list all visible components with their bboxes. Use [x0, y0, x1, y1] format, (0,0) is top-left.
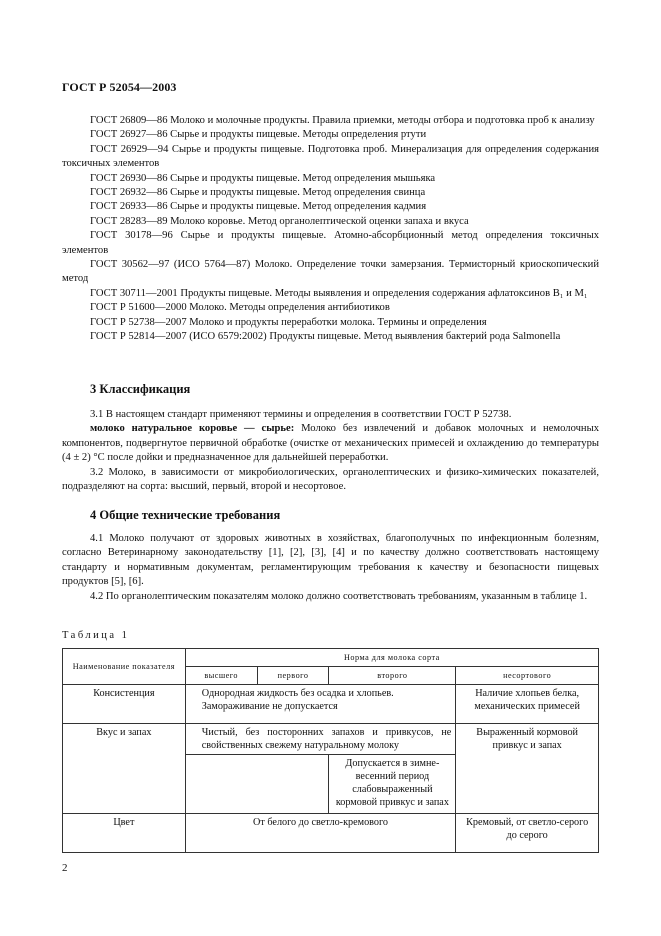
nonsort-cell: Кремовый, от светло-серого до серого [456, 814, 599, 853]
reference-item: ГОСТ 30562—97 (ИСО 5764—87) Молоко. Определение точки замерзания. Термисторный криоскопический метод [62, 259, 599, 285]
page-number: 2 [62, 862, 68, 874]
reference-item: ГОСТ 26933—86 Сырье и продукты пищевые. Метод определения кадмия [90, 201, 427, 213]
grade-nonsort-header: несортового [456, 667, 599, 685]
indicator-cell: Цвет [63, 814, 186, 853]
paragraph-3-1: 3.1 В настоящем стандарт применяют термины и определения в соответствии ГОСТ Р 52738. [90, 409, 512, 420]
norm-column-header: Норма для молока сорта [185, 649, 598, 667]
indicator-cell: Консистенция [63, 685, 186, 724]
table-header-row [63, 649, 599, 667]
reference-item: ГОСТ 28283—89 Молоко коровье. Метод органолептической оценки запаха и вкуса [90, 215, 469, 227]
grade-second-header: второго [329, 667, 456, 685]
indicator-column-header: Наименование показателя [63, 649, 186, 685]
paragraph-3-2: 3.2 Молоко, в зависимости от микробиологических, органолептических и физико-химических показателей, подразделяют на сорта: высший, первый, второй и несортовое. [62, 466, 599, 493]
grade-premium-header: высшего [185, 667, 257, 685]
reference-item: ГОСТ Р 52738—2007 Молоко и продукты переработки молока. Термины и определения [90, 316, 487, 328]
reference-item: ГОСТ 30178—96 Сырье и продукты пищевые. Атомно-абсорбционный метод определения токсичных элементов [62, 230, 599, 256]
norm-cell: От белого до светло-кремового [185, 814, 456, 853]
definition-paragraph [62, 422, 599, 465]
paragraph-4-1: 4.1 Молоко получают от здоровых животных в хозяйствах, благополучных по инфекционным болезням, согласно Ветеринарному законодательству [1], [2], [3], [4] и по качеству должно соответствовать настоящему стандарту и нормативным документам, регламентирующим требования к качеству и безопасности пищевых продуктов [5], [6]. [62, 533, 599, 588]
document-header: ГОСТ Р 52054—2003 [62, 80, 177, 94]
section-4-title: 4 Общие технические требования [90, 508, 281, 522]
nonsort-cell: Наличие хлопьев белка, механических примесей [456, 685, 599, 724]
grade-first-header: первого [257, 667, 329, 685]
reference-item: ГОСТ 26809—86 Молоко и молочные продукты. Правила приемки, методы отбора и подготовка проб к анализу [90, 115, 595, 126]
section-3-title: 3 Классификация [90, 382, 191, 396]
reference-item: ГОСТ Р 51600—2000 Молоко. Методы определения антибиотиков [90, 302, 390, 314]
reference-item: ГОСТ 26930—86 Сырье и продукты пищевые. Метод определения мышьяка [90, 172, 436, 184]
norm-cell: Чистый, без посторонних запахов и привкусов, не свойственных свежему натуральному молоку [185, 724, 456, 755]
empty-cell [185, 755, 329, 814]
reference-item: ГОСТ 30711—2001 Продукты пищевые. Методы выявления и определения содержания афлатоксинов B₁ и M₁ [90, 287, 588, 299]
second-grade-note-cell: Допускается в зимне-весенний период слабовыраженный кормовой привкус и запах [329, 755, 456, 814]
nonsort-cell: Выраженный кормовой привкус и запах [456, 724, 599, 814]
table-row [63, 814, 599, 853]
section-3-body [62, 408, 599, 494]
organoleptic-table [62, 648, 599, 853]
table-caption: Таблица 1 [62, 630, 130, 641]
table-row [63, 724, 599, 755]
section-4-body [62, 532, 599, 604]
term-definition: Молоко без извлечений и добавок молочных и немолочных компонентов, подвергнутое первичной обработке (очистке от механических примесей и охлаждению до температуры (4 ± 2) °С после дойки и предназначенное для дальнейшей переработки. [62, 423, 599, 464]
paragraph-4-2: 4.2 По органолептическим показателям молоко должно соответствовать требованиям, указанным в таблице 1. [90, 590, 588, 602]
reference-item: ГОСТ 26929—94 Сырье и продукты пищевые. Подготовка проб. Минерализация для определения содержания токсичных элементов [62, 143, 599, 170]
reference-item: ГОСТ 26932—86 Сырье и продукты пищевые. Метод определения свинца [90, 187, 426, 199]
norm-cell: Однородная жидкость без осадка и хлопьев. Замораживание не допускается [185, 685, 456, 724]
table-row [63, 685, 599, 724]
term-label: молоко натуральное коровье — сырье: [90, 423, 295, 435]
indicator-cell: Вкус и запах [63, 724, 186, 814]
reference-item: ГОСТ 26927—86 Сырье и продукты пищевые. Методы определения ртути [90, 129, 427, 141]
reference-item: ГОСТ Р 52814—2007 (ИСО 6579:2002) Продукты пищевые. Метод выявления бактерий рода Salmonella [90, 331, 561, 343]
reference-list [62, 114, 599, 345]
